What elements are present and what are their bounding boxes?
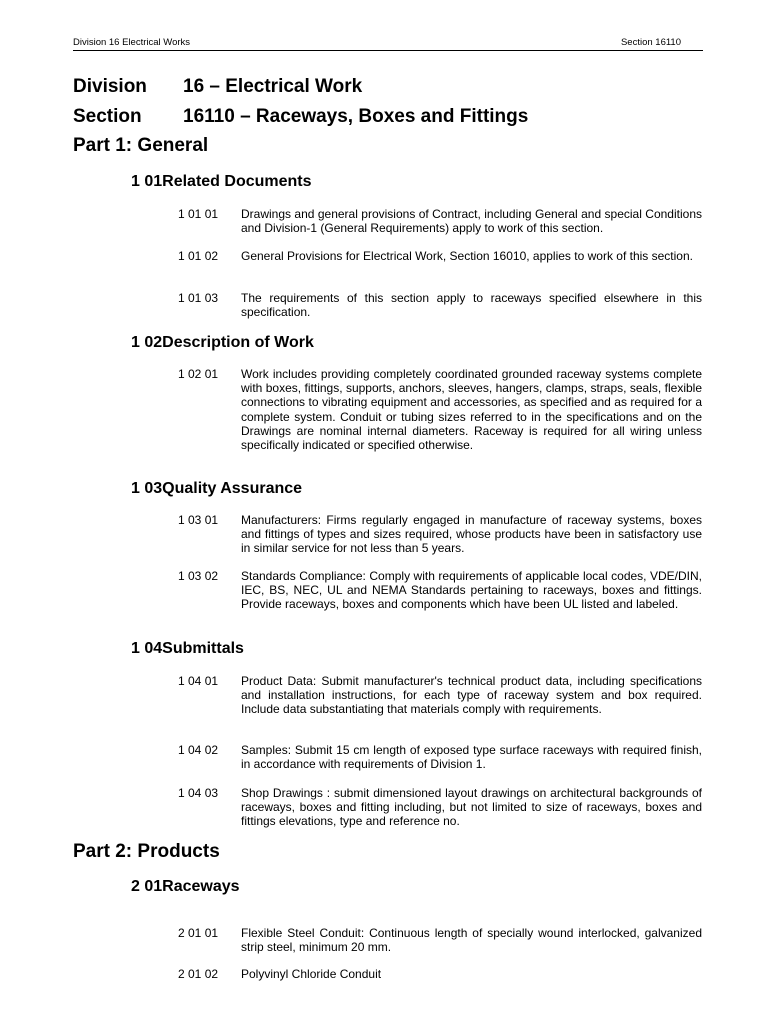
clause-2-01-02 <box>178 967 702 981</box>
clause-text: The requirements of this section apply to raceways specified elsewhere in this specification. <box>241 291 702 320</box>
clause-number: 2 01 02 <box>178 967 219 981</box>
clause-text: Samples: Submit 15 cm length of exposed type surface raceways with required finish, in accordance with requirements of Division 1. <box>241 743 702 772</box>
clause-number: 1 04 02 <box>178 743 219 757</box>
section-1-01-heading: 1 01Related Documents <box>131 173 312 190</box>
clause-2-01-01 <box>178 926 702 954</box>
section-value: 16110 – Raceways, Boxes and Fittings <box>183 106 529 127</box>
section-title <box>73 106 528 128</box>
clause-1-01-01 <box>178 207 702 235</box>
clause-text: Product Data: Submit manufacturer's technical product data, including specifications and installation instructions, for each type of raceway system and box required. Include data substantiating that materials comply with requirements. <box>241 674 702 717</box>
clause-number: 1 02 01 <box>178 367 219 381</box>
clause-number: 1 04 03 <box>178 786 219 800</box>
clause-number: 1 01 01 <box>178 207 219 221</box>
part-2-heading: Part 2: Products <box>73 841 220 862</box>
clause-1-04-03 <box>178 786 702 829</box>
clause-text: Flexible Steel Conduit: Continuous length of specially wound interlocked, galvanized strip steel, minimum 20 mm. <box>241 926 702 955</box>
clause-1-03-01 <box>178 513 702 556</box>
division-label: Division <box>73 76 147 97</box>
clause-number: 1 04 01 <box>178 674 219 688</box>
clause-text: Work includes providing completely coordinated grounded raceway systems complete with boxes, fittings, supports, anchors, sleeves, hangers, clamps, straps, seals, flexible connections to vibrating equipment and accessories, as specified and as required for a complete system. Conduit or tubing sizes referred to in the specifications and on the Drawings are nominal internal diameters. Raceway is required for all wiring unless specifically indicated or specified otherwise. <box>241 367 702 453</box>
clause-text: Manufacturers: Firms regularly engaged in manufacture of raceway systems, boxes and fittings of types and sizes required, whose products have been in satisfactory use in similar service for not less than 5 years. <box>241 513 702 556</box>
clause-text: Drawings and general provisions of Contract, including General and special Conditions and Division-1 (General Requirements) apply to work of this section. <box>241 207 702 236</box>
clause-number: 2 01 01 <box>178 926 219 940</box>
division-title <box>73 76 362 98</box>
section-1-04-heading: 1 04Submittals <box>131 640 244 657</box>
part-1-heading: Part 1: General <box>73 135 209 156</box>
clause-number: 1 03 01 <box>178 513 219 527</box>
clause-1-04-01 <box>178 674 702 717</box>
clause-1-01-02 <box>178 249 702 263</box>
division-value: 16 – Electrical Work <box>183 76 363 97</box>
clause-text: Polyvinyl Chloride Conduit <box>241 967 382 981</box>
clause-1-02-01 <box>178 367 702 452</box>
clause-1-01-03 <box>178 291 702 319</box>
clause-1-04-02 <box>178 743 702 771</box>
clause-text: Shop Drawings : submit dimensioned layout drawings on architectural backgrounds of raceways, boxes and fitting including, but not limited to size of raceways, boxes and fittings elevations, type and reference no. <box>241 786 702 829</box>
section-1-03-heading: 1 03Quality Assurance <box>131 480 303 497</box>
section-2-01-heading: 2 01Raceways <box>131 878 240 895</box>
clause-number: 1 01 03 <box>178 291 219 305</box>
clause-number: 1 01 02 <box>178 249 219 263</box>
header-division: Division 16 Electrical Works <box>73 37 191 48</box>
clause-number: 1 03 02 <box>178 569 219 583</box>
clause-text: General Provisions for Electrical Work, Section 16010, applies to work of this section. <box>241 249 693 263</box>
section-label: Section <box>73 106 142 127</box>
header-section: Section 16110 <box>620 37 681 48</box>
section-1-02-heading: 1 02Description of Work <box>131 334 314 351</box>
page-header <box>73 36 703 51</box>
clause-1-03-02 <box>178 569 702 612</box>
clause-text: Standards Compliance: Comply with requirements of applicable local codes, VDE/DIN, IEC, BS, NEC, UL and NEMA Standards pertaining to raceways, boxes and fittings. Provide raceways, boxes and components which have been UL listed and labeled. <box>241 569 702 612</box>
